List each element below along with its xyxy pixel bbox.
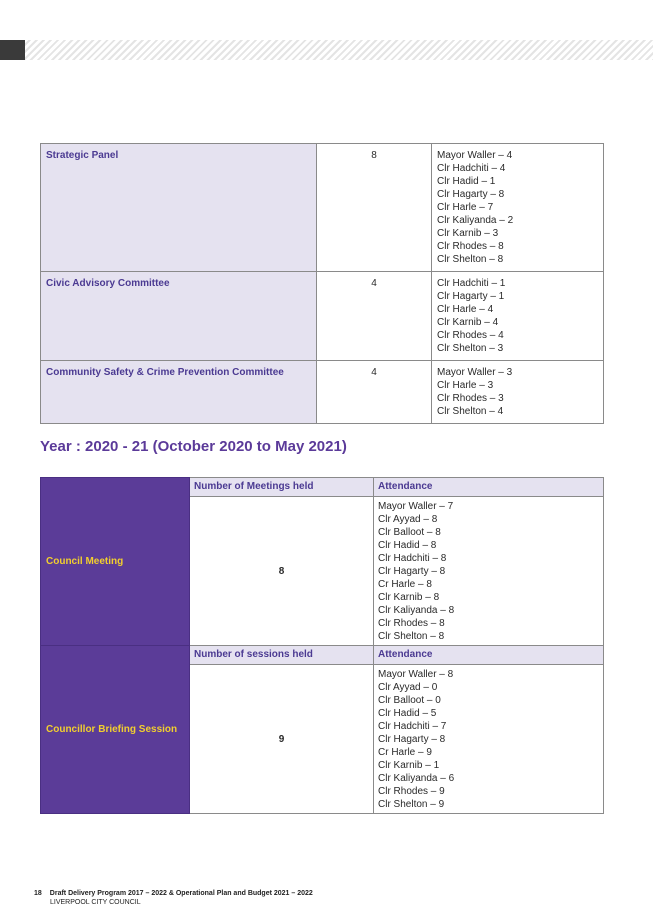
attendance-list bbox=[432, 144, 604, 272]
table-row bbox=[41, 144, 604, 272]
attendance-entry: Clr Hadid – 1 bbox=[437, 176, 496, 187]
attendance-entry: Mayor Waller – 3 bbox=[437, 367, 513, 378]
attendance-entry: Clr Rhodes – 3 bbox=[437, 393, 504, 404]
attendance-entry: Clr Hadchiti – 8 bbox=[378, 553, 447, 564]
attendance-entry: Clr Harle – 4 bbox=[437, 304, 494, 315]
attendance-entry: Clr Ayyad – 8 bbox=[378, 514, 438, 525]
attendance-entry: Clr Shelton – 8 bbox=[378, 631, 445, 642]
attendance-entry: Clr Balloot – 8 bbox=[378, 527, 441, 538]
attendance-header: Attendance bbox=[374, 646, 604, 665]
attendance-entry: Clr Shelton – 3 bbox=[437, 343, 504, 354]
page-number: 18 bbox=[34, 890, 42, 897]
attendance-entry: Clr Hagarty – 1 bbox=[437, 291, 505, 302]
attendance-entry: Clr Rhodes – 9 bbox=[378, 786, 445, 797]
committee-name: Strategic Panel bbox=[41, 144, 317, 272]
year-heading: Year : 2020 - 21 (October 2020 to May 2021) bbox=[40, 438, 347, 455]
attendance-entry: Clr Hagarty – 8 bbox=[437, 189, 505, 200]
attendance-entry: Clr Karnib – 8 bbox=[378, 592, 440, 603]
page-footer bbox=[34, 889, 313, 907]
section-header-row bbox=[41, 646, 604, 665]
committees-attendance-table bbox=[40, 143, 604, 424]
attendance-entry: Clr Hadchiti – 7 bbox=[378, 721, 447, 732]
session-count: 8 bbox=[190, 497, 374, 646]
attendance-entry: Clr Kaliyanda – 8 bbox=[378, 605, 455, 616]
attendance-list bbox=[432, 272, 604, 361]
attendance-entry: Clr Ayyad – 0 bbox=[378, 682, 438, 693]
attendance-entry: Clr Rhodes – 8 bbox=[378, 618, 445, 629]
attendance-entry: Cr Harle – 9 bbox=[378, 747, 432, 758]
committee-name: Civic Advisory Committee bbox=[41, 272, 317, 361]
attendance-entry: Clr Hagarty – 8 bbox=[378, 734, 446, 745]
decorative-hatched-band bbox=[0, 40, 653, 60]
attendance-entry: Clr Hadid – 5 bbox=[378, 708, 437, 719]
table-row bbox=[41, 361, 604, 424]
attendance-entry: Clr Hadchiti – 1 bbox=[437, 278, 506, 289]
year-attendance-table bbox=[40, 477, 604, 814]
section-name: Council Meeting bbox=[41, 478, 190, 646]
organisation-name: LIVERPOOL CITY COUNCIL bbox=[50, 899, 141, 906]
section-name: Councillor Briefing Session bbox=[41, 646, 190, 814]
attendance-entry: Clr Kaliyanda – 6 bbox=[378, 773, 455, 784]
attendance-list bbox=[432, 361, 604, 424]
committee-name: Community Safety & Crime Prevention Committee bbox=[41, 361, 317, 424]
session-count: 9 bbox=[190, 665, 374, 814]
attendance-header: Attendance bbox=[374, 478, 604, 497]
attendance-entry: Mayor Waller – 4 bbox=[437, 150, 513, 161]
attendance-entry: Clr Karnib – 3 bbox=[437, 228, 499, 239]
attendance-entry: Clr Rhodes – 8 bbox=[437, 241, 504, 252]
attendance-entry: Cr Harle – 8 bbox=[378, 579, 432, 590]
meetings-count: 4 bbox=[317, 361, 432, 424]
attendance-entry: Clr Shelton – 8 bbox=[437, 254, 504, 265]
meetings-count: 4 bbox=[317, 272, 432, 361]
attendance-entry: Clr Hagarty – 8 bbox=[378, 566, 446, 577]
attendance-entry: Clr Balloot – 0 bbox=[378, 695, 441, 706]
attendance-entry: Clr Harle – 3 bbox=[437, 380, 494, 391]
attendance-entry: Clr Shelton – 4 bbox=[437, 406, 504, 417]
attendance-entry: Mayor Waller – 7 bbox=[378, 501, 454, 512]
attendance-entry: Mayor Waller – 8 bbox=[378, 669, 454, 680]
section-header-row bbox=[41, 478, 604, 497]
attendance-entry: Clr Rhodes – 4 bbox=[437, 330, 504, 341]
attendance-entry: Clr Karnib – 4 bbox=[437, 317, 499, 328]
table-row bbox=[41, 272, 604, 361]
attendance-entry: Clr Shelton – 9 bbox=[378, 799, 445, 810]
attendance-entry: Clr Kaliyanda – 2 bbox=[437, 215, 514, 226]
document-title: Draft Delivery Program 2017 – 2022 & Operational Plan and Budget 2021 – 2022 bbox=[49, 890, 313, 897]
attendance-entry: Clr Hadid – 8 bbox=[378, 540, 437, 551]
attendance-entry: Clr Hadchiti – 4 bbox=[437, 163, 506, 174]
attendance-list bbox=[374, 497, 604, 646]
meetings-count: 8 bbox=[317, 144, 432, 272]
count-header: Number of Meetings held bbox=[190, 478, 374, 497]
count-header: Number of sessions held bbox=[190, 646, 374, 665]
attendance-entry: Clr Harle – 7 bbox=[437, 202, 494, 213]
attendance-entry: Clr Karnib – 1 bbox=[378, 760, 440, 771]
attendance-list bbox=[374, 665, 604, 814]
decorative-dark-block bbox=[0, 40, 25, 60]
